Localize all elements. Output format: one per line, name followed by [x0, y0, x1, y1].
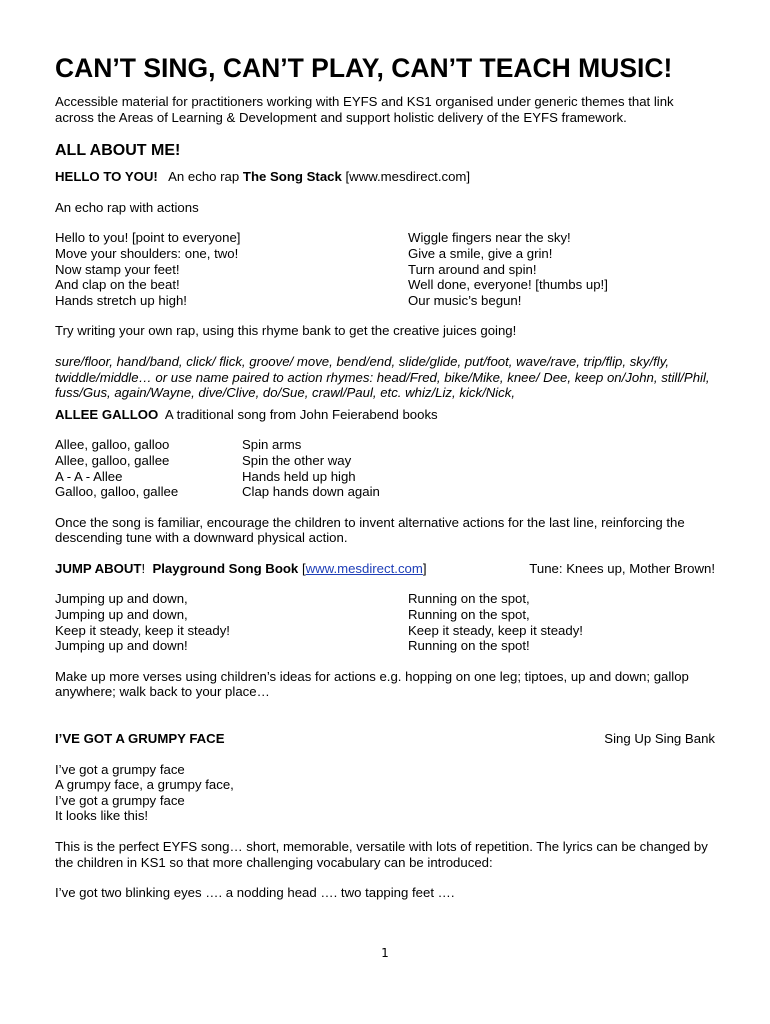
jump-note: Make up more verses using children’s ideas for actions e.g. hopping on one leg; tiptoes, up and down; gallop anywhere; walk back to your place…	[55, 668, 689, 700]
jump-heading	[55, 561, 715, 577]
intro-paragraph: Accessible material for practitioners working with EYFS and KS1 organised under generic themes that link across the Areas of Learning & Development and support holistic delivery of the EYFS framework.	[55, 94, 674, 125]
lyric-line: Running on the spot,	[408, 607, 530, 623]
lyric-line: A - A - Allee	[55, 468, 123, 484]
document-page	[55, 52, 715, 901]
allee-note: Once the song is familiar, encourage the children to invent alternative actions for the last line, reinforcing the descending tune with a downward physical action.	[55, 514, 685, 546]
action-line: Hands held up high	[242, 468, 356, 484]
lyric-line: Wiggle fingers near the sky!	[408, 230, 571, 246]
lyric-line: Now stamp your feet!	[55, 261, 180, 277]
hello-try-text: Try writing your own rap, using this rhyme bank to get the creative juices going!	[55, 323, 517, 339]
lyric-line: Keep it steady, keep it steady!	[408, 622, 583, 638]
bracket-close: ]	[422, 560, 427, 576]
mesdirect-link[interactable]: www.mesdirect.com	[305, 560, 423, 576]
jump-bang: !	[141, 560, 146, 576]
lyric-line: I’ve got a grumpy face	[55, 761, 185, 777]
action-line: Spin arms	[242, 437, 302, 453]
lyric-line: And clap on the beat!	[55, 277, 180, 293]
jump-heading-left	[55, 561, 427, 577]
allee-heading	[55, 407, 715, 423]
grumpy-heading	[55, 731, 715, 747]
grumpy-note: This is the perfect EYFS song… short, memorable, versatile with lots of repetition. The lyrics can be changed by the children in KS1 so that more challenging vocabulary can be introduced:	[55, 839, 708, 870]
lyric-line: Running on the spot,	[408, 591, 530, 607]
lyric-line: Our music’s begun!	[408, 292, 522, 308]
lyric-line: Galloo, galloo, gallee	[55, 484, 179, 500]
grumpy-examples: I’ve got two blinking eyes …. a nodding head …. two tapping feet ….	[55, 885, 455, 901]
lyric-line: Well done, everyone! [thumbs up!]	[408, 277, 608, 293]
allee-lyrics-left	[55, 437, 242, 499]
allee-lyrics	[55, 437, 715, 499]
bracket-open: [	[301, 560, 306, 576]
lyric-line: Move your shoulders: one, two!	[55, 245, 239, 261]
lyric-line: Hello to you! [point to everyone]	[55, 230, 241, 246]
lyric-line: Jumping up and down,	[55, 607, 188, 623]
hello-source-url: [www.mesdirect.com]	[345, 169, 471, 185]
jump-lyrics	[55, 591, 715, 653]
jump-tune: Tune: Knees up, Mother Brown!	[529, 560, 715, 576]
allee-actions	[242, 437, 380, 499]
hello-source: The Song Stack	[242, 169, 342, 185]
jump-title: JUMP ABOUT	[55, 560, 142, 576]
grumpy-source: Sing Up Sing Bank	[604, 731, 715, 747]
lyric-line: Jumping up and down,	[55, 591, 188, 607]
lyric-line: I’ve got a grumpy face	[55, 792, 185, 808]
lyric-line: Give a smile, give a grin!	[408, 245, 553, 261]
allee-title: ALLEE GALLOO	[55, 406, 159, 422]
lyric-line: Hands stretch up high!	[55, 292, 187, 308]
hello-lyrics	[55, 230, 715, 308]
lyric-line: Allee, galloo, gallee	[55, 452, 170, 468]
allee-desc: A traditional song from John Feierabend books	[164, 406, 438, 422]
hello-title: HELLO TO YOU!	[55, 169, 158, 185]
grumpy-lyrics	[55, 762, 715, 824]
lyric-line: Turn around and spin!	[408, 261, 537, 277]
jump-lyrics-left	[55, 591, 408, 653]
action-line: Clap hands down again	[242, 484, 380, 500]
lyric-line: Keep it steady, keep it steady!	[55, 622, 230, 638]
lyric-line: A grumpy face, a grumpy face,	[55, 777, 234, 793]
rhyme-bank: sure/floor, hand/band, click/ flick, groove/ move, bend/end, slide/glide, put/foot, wave/rave, trip/flip, sky/fly, twiddle/middle… or use name paired to action rhymes: head/Fred, bike/Mike, knee/ Dee, keep on/John, still/Phil, fuss/Gus, again/Wayne, dive/Clive, do/Sue, crawl/Paul, etc. whiz/Liz, kick/Nick,	[55, 353, 710, 401]
jump-source: Playground Song Book	[152, 560, 299, 576]
hello-lyrics-left	[55, 230, 408, 308]
hello-desc: An echo rap	[168, 169, 240, 185]
page-number: 1	[381, 946, 389, 960]
hello-heading	[55, 169, 715, 185]
lyric-line: Jumping up and down!	[55, 638, 188, 654]
lyric-line: It looks like this!	[55, 808, 149, 824]
lyric-line: Allee, galloo, galloo	[55, 437, 170, 453]
page-title: CAN’T SING, CAN’T PLAY, CAN’T TEACH MUSIC!	[55, 53, 673, 83]
section-title: ALL ABOUT ME!	[55, 142, 181, 160]
hello-lyrics-right	[408, 230, 608, 308]
lyric-line: Running on the spot!	[408, 638, 530, 654]
jump-lyrics-right	[408, 591, 583, 653]
hello-subtitle: An echo rap with actions	[55, 199, 199, 215]
action-line: Spin the other way	[242, 452, 352, 468]
grumpy-title: I’VE GOT A GRUMPY FACE	[55, 731, 225, 747]
